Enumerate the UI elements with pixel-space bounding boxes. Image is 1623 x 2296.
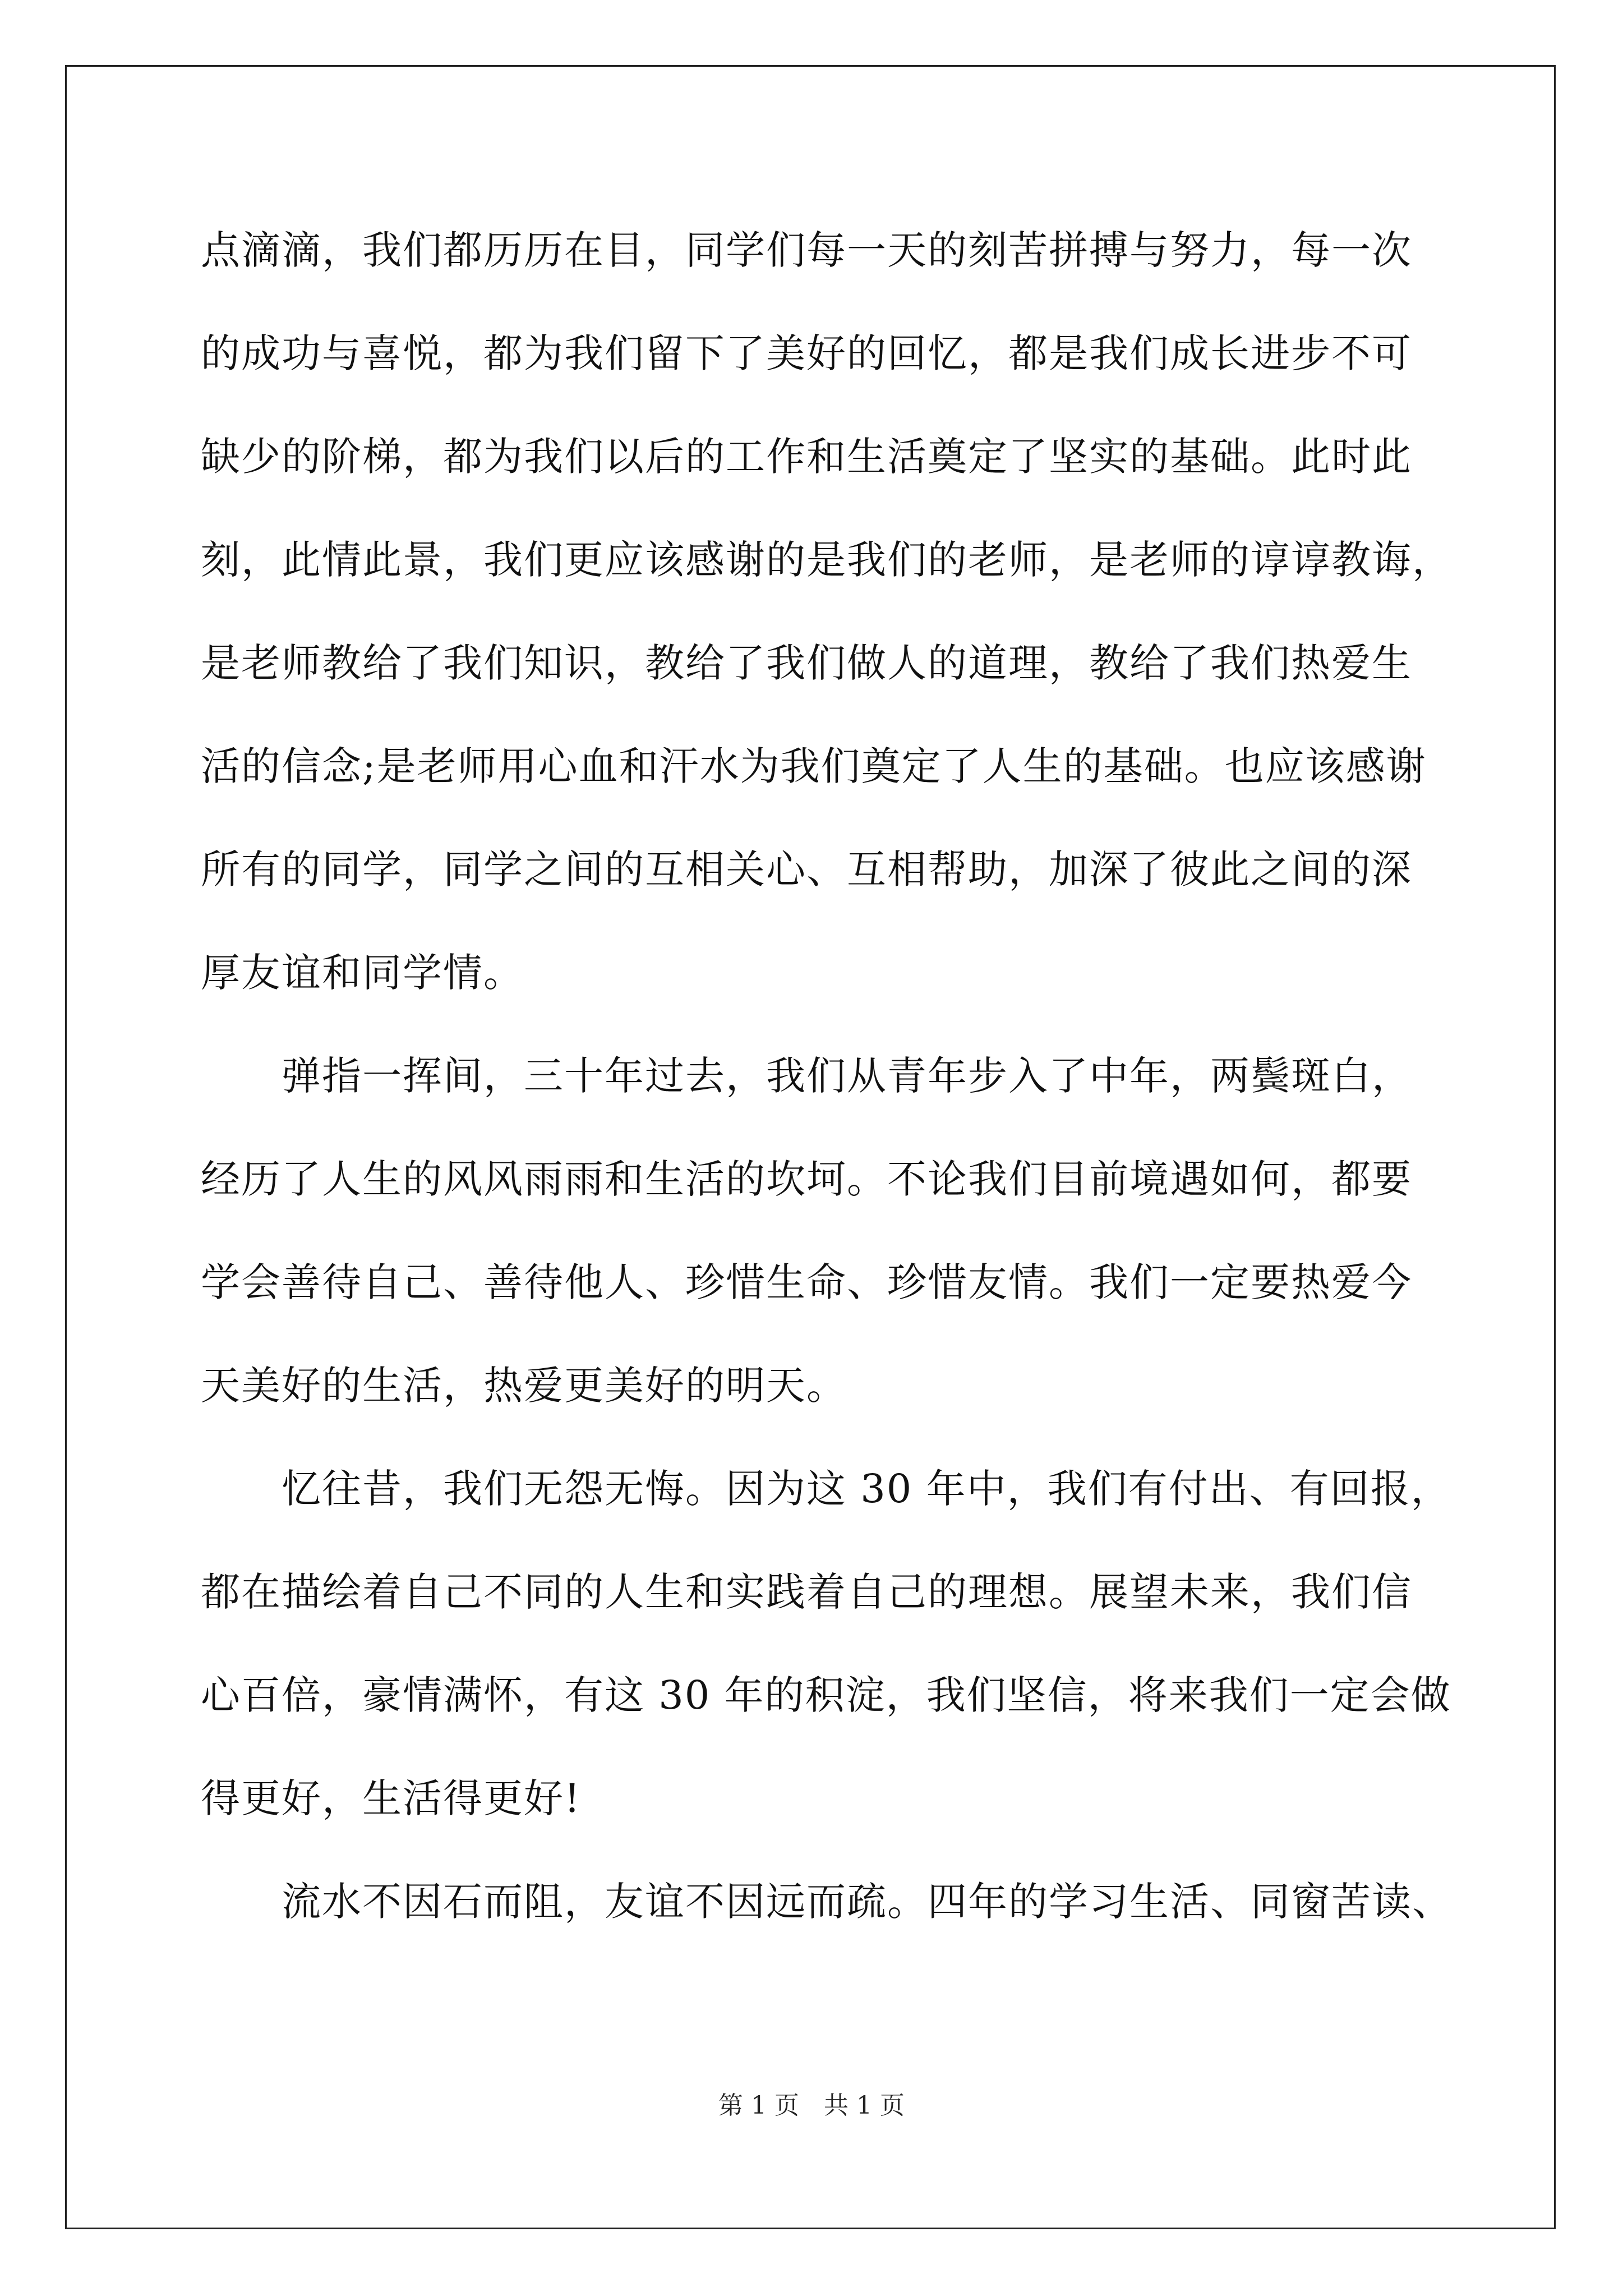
text-line: 都在描绘着自己不同的人生和实践着自己的理想。展望未来，我们信 [201, 1569, 1412, 1615]
text-line: 天美好的生活，热爱更美好的明天。 [201, 1363, 847, 1409]
page-number-footer: 第 1 页 共 1 页 [718, 2091, 905, 2120]
text-line: 刻，此情此景，我们更应该感谢的是我们的老师，是老师的谆谆教诲， [201, 537, 1453, 583]
text-line: 点滴滴，我们都历历在目，同学们每一天的刻苦拼搏与努力，每一次 [201, 227, 1412, 273]
text-line: 活的信念;是老师用心血和汗水为我们奠定了人生的基础。也应该感谢 [201, 743, 1427, 789]
text-line: 学会善待自己、善待他人、珍惜生命、珍惜友情。我们一定要热爱今 [201, 1259, 1412, 1305]
text-line: 厚友谊和同学情。 [201, 950, 524, 996]
text-line: 得更好，生活得更好! [201, 1775, 582, 1821]
text-line: 弹指一挥间，三十年过去，我们从青年步入了中年，两鬓斑白， [201, 1053, 1412, 1099]
text-line: 是老师教给了我们知识，教给了我们做人的道理，教给了我们热爱生 [201, 640, 1412, 686]
text-line: 流水不因石而阻，友谊不因远而疏。四年的学习生活、同窗苦读、 [201, 1879, 1453, 1925]
text-line: 忆往昔，我们无怨无悔。因为这 30 年中，我们有付出、有回报， [201, 1466, 1451, 1512]
text-line: 经历了人生的风风雨雨和生活的坎坷。不论我们目前境遇如何，都要 [201, 1156, 1412, 1202]
text-line: 所有的同学，同学之间的互相关心、互相帮助，加深了彼此之间的深 [201, 846, 1412, 892]
text-line: 的成功与喜悦，都为我们留下了美好的回忆，都是我们成长进步不可 [201, 330, 1412, 376]
text-line: 心百倍，豪情满怀，有这 30 年的积淀，我们坚信，将来我们一定会做 [201, 1672, 1451, 1718]
text-line: 缺少的阶梯，都为我们以后的工作和生活奠定了坚实的基础。此时此 [201, 434, 1412, 480]
